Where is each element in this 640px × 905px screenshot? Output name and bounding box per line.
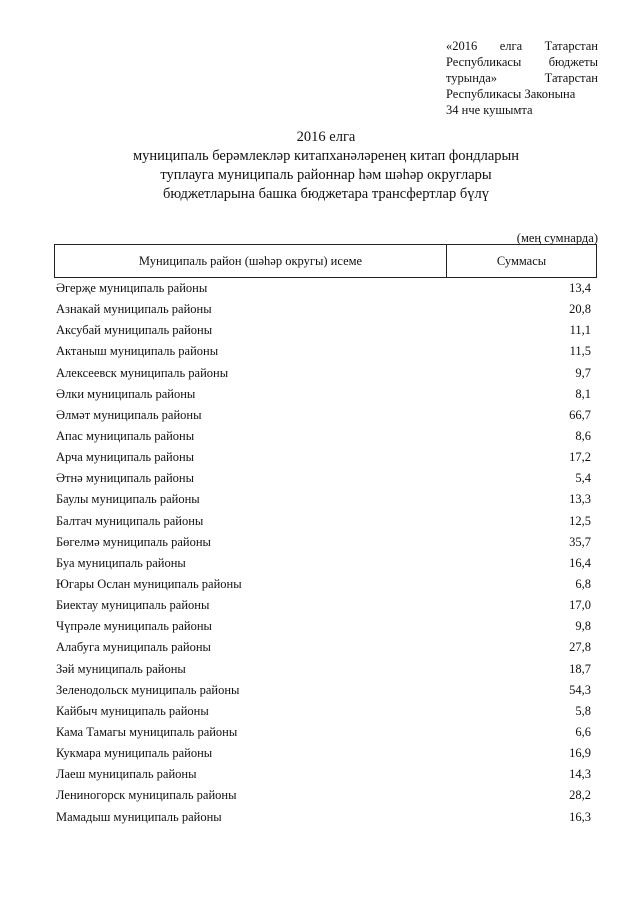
district-name: Югары Ослан муниципаль районы xyxy=(56,577,242,592)
amount-value: 28,2 xyxy=(569,788,591,803)
title-line-1: 2016 елга xyxy=(296,129,356,145)
table-row xyxy=(54,637,591,658)
amount-value: 12,5 xyxy=(569,513,591,528)
amount-value: 8,1 xyxy=(575,386,591,401)
district-name: Актаныш муниципаль районы xyxy=(56,344,219,359)
appendix-note xyxy=(446,38,598,118)
table-row xyxy=(54,532,591,553)
appendix-word: «2016 xyxy=(446,39,478,53)
district-name: Буа муниципаль районы xyxy=(56,555,186,570)
amount-value: 13,3 xyxy=(569,492,591,507)
appendix-line-1 xyxy=(446,38,598,54)
district-name: Баулы муниципаль районы xyxy=(56,492,200,507)
units-note: (мең сумнарда) xyxy=(516,231,598,245)
appendix-word: Татарстан xyxy=(544,71,598,85)
district-name: Биектау муниципаль районы xyxy=(56,598,210,613)
district-name: Әгерҗе муниципаль районы xyxy=(56,281,208,296)
district-name: Зеленодольск муниципаль районы xyxy=(56,682,240,697)
table-row xyxy=(54,447,591,468)
amount-value: 13,4 xyxy=(569,281,591,296)
appendix-word: турында» xyxy=(446,71,498,85)
title-line-3: туплауга муниципаль районнар һәм шәһәр округлары xyxy=(160,167,492,183)
table-row xyxy=(54,278,591,299)
district-name: Лаеш муниципаль районы xyxy=(56,767,197,782)
table-row xyxy=(54,341,591,362)
table-row xyxy=(54,785,591,806)
amount-value: 17,2 xyxy=(569,450,591,465)
appendix-line-2 xyxy=(446,54,598,70)
table-row xyxy=(54,299,591,320)
table-row xyxy=(54,574,591,595)
district-name: Лениногорск муниципаль районы xyxy=(56,788,237,803)
district-name: Кайбыч муниципаль районы xyxy=(56,703,209,718)
table-row xyxy=(54,680,591,701)
table-row xyxy=(54,384,591,405)
column-header-name: Муниципаль район (шәһәр округы) исеме xyxy=(55,245,447,277)
table-row xyxy=(54,659,591,680)
amount-value: 35,7 xyxy=(569,534,591,549)
table-row xyxy=(54,807,591,828)
table-row xyxy=(54,468,591,489)
appendix-line-4: Республикасы Законына xyxy=(446,87,576,101)
table-row xyxy=(54,489,591,510)
amount-value: 16,3 xyxy=(569,809,591,824)
district-name: Әлки муниципаль районы xyxy=(56,386,196,401)
table-body xyxy=(54,278,591,828)
amount-value: 18,7 xyxy=(569,661,591,676)
table-row xyxy=(54,511,591,532)
appendix-line-5: 34 нче кушымта xyxy=(446,103,533,117)
district-name: Азнакай муниципаль районы xyxy=(56,302,212,317)
document-title xyxy=(0,128,640,204)
amount-value: 5,4 xyxy=(575,471,591,486)
column-header-sum: Суммасы xyxy=(496,253,547,268)
amount-value: 9,8 xyxy=(575,619,591,634)
amount-value: 8,6 xyxy=(575,429,591,444)
table-row xyxy=(54,764,591,785)
district-name: Чүпрәле муниципаль районы xyxy=(56,619,212,634)
amount-value: 9,7 xyxy=(575,365,591,380)
district-name: Кукмара муниципаль районы xyxy=(56,746,213,761)
district-name: Алексеевск муниципаль районы xyxy=(56,365,229,380)
appendix-word: бюджеты xyxy=(548,55,598,69)
table-row xyxy=(54,405,591,426)
appendix-word: Татарстан xyxy=(544,39,598,53)
table-row xyxy=(54,320,591,341)
amount-value: 54,3 xyxy=(569,682,591,697)
district-name: Арча муниципаль районы xyxy=(56,450,195,465)
amount-value: 5,8 xyxy=(575,703,591,718)
amount-value: 16,9 xyxy=(569,746,591,761)
table-row xyxy=(54,743,591,764)
amount-value: 17,0 xyxy=(569,598,591,613)
title-line-2: муниципаль берәмлекләр китапханәләренең китап фондларын xyxy=(132,148,520,164)
district-name: Аксубай муниципаль районы xyxy=(56,323,213,338)
appendix-word: елга xyxy=(499,39,523,53)
district-name: Бөгелмә муниципаль районы xyxy=(56,534,211,549)
appendix-word: Республикасы xyxy=(446,55,522,69)
district-name: Мамадыш муниципаль районы xyxy=(56,809,222,824)
appendix-line-3 xyxy=(446,70,598,86)
amount-value: 6,6 xyxy=(575,725,591,740)
amount-value: 14,3 xyxy=(569,767,591,782)
district-name: Кама Тамагы муниципаль районы xyxy=(56,725,238,740)
table-header xyxy=(54,244,597,278)
table-row xyxy=(54,616,591,637)
amount-value: 27,8 xyxy=(569,640,591,655)
amount-value: 20,8 xyxy=(569,302,591,317)
amount-value: 11,1 xyxy=(569,323,591,338)
district-name: Әлмәт муниципаль районы xyxy=(56,407,202,422)
amount-value: 66,7 xyxy=(569,407,591,422)
amount-value: 11,5 xyxy=(569,344,591,359)
district-name: Алабуга муниципаль районы xyxy=(56,640,211,655)
amount-value: 16,4 xyxy=(569,555,591,570)
district-name: Зәй муниципаль районы xyxy=(56,661,186,676)
table-row xyxy=(54,363,591,384)
table-row xyxy=(54,426,591,447)
amount-value: 6,8 xyxy=(575,577,591,592)
table-row xyxy=(54,595,591,616)
district-name: Әтнә муниципаль районы xyxy=(56,471,195,486)
district-name: Балтач муниципаль районы xyxy=(56,513,204,528)
table-row xyxy=(54,553,591,574)
district-name: Апас муниципаль районы xyxy=(56,429,195,444)
table-row xyxy=(54,701,591,722)
table-row xyxy=(54,722,591,743)
title-line-4: бюджетларына башка бюджетара трансфертлар бүлү xyxy=(163,186,489,202)
